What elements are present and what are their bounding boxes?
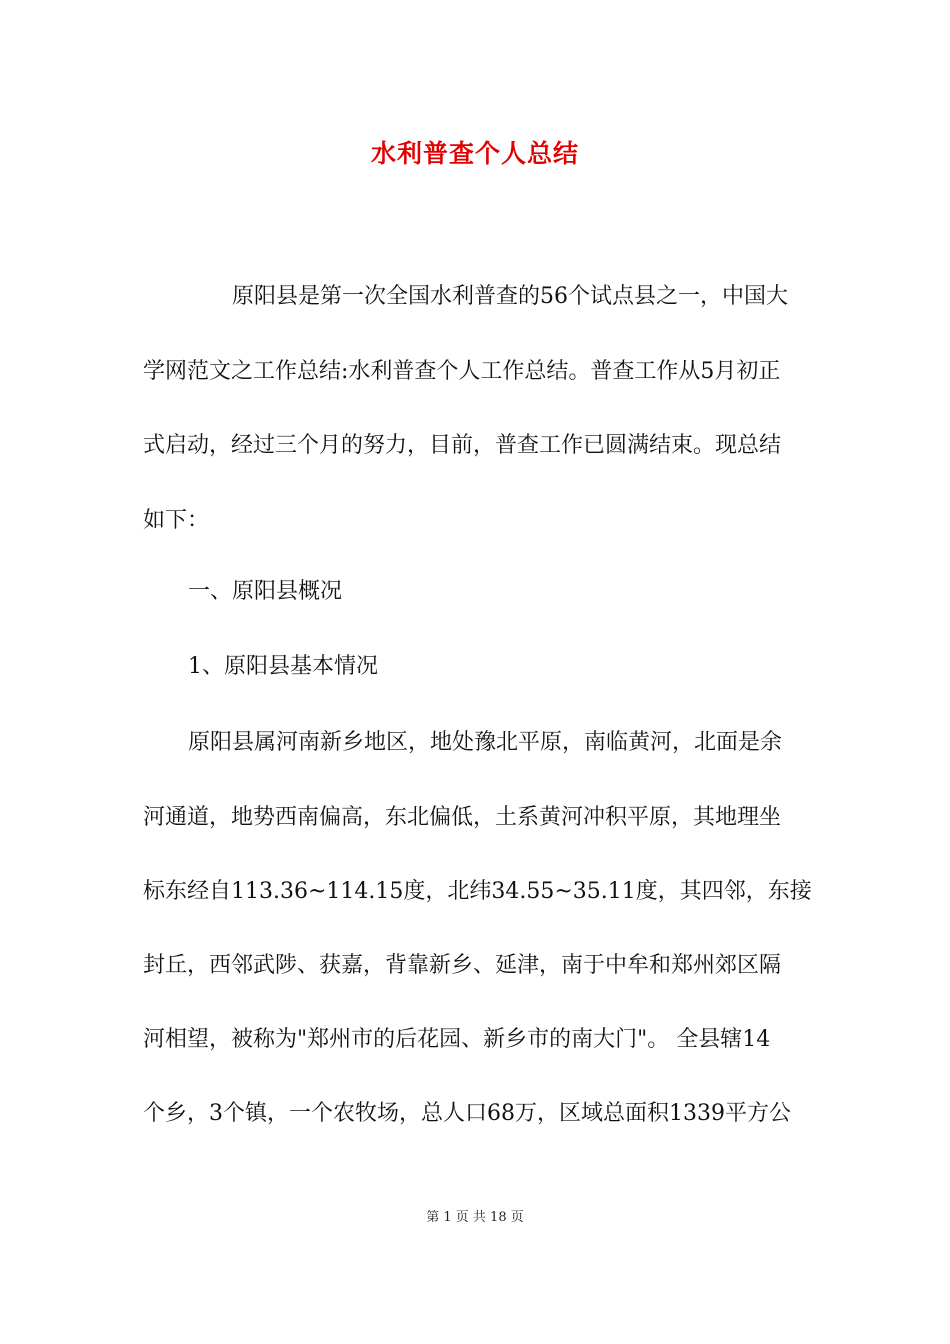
section-heading: 一、原阳县概况 bbox=[188, 579, 343, 604]
paragraph-line: 原阳县是第一次全国水利普查的56个试点县之一，中国大 bbox=[232, 284, 788, 309]
paragraph-line: 封丘，西邻武陟、获嘉，背靠新乡、延津，南于中牟和郑州郊区隔 bbox=[143, 953, 782, 978]
subsection-heading: 1、原阳县基本情况 bbox=[188, 654, 378, 679]
paragraph-line: 式启动，经过三个月的努力，目前，普查工作已圆满结束。现总结 bbox=[143, 433, 782, 458]
paragraph-line: 标东经自113.36~114.15度，北纬34.55~35.11度，其四邻，东接 bbox=[143, 879, 812, 904]
paragraph-line: 原阳县属河南新乡地区，地处豫北平原，南临黄河，北面是余 bbox=[188, 730, 783, 755]
document-title: 水利普查个人总结 bbox=[370, 139, 579, 168]
paragraph-line: 河相望，被称为"郑州市的后花园、新乡市的南大门"。 全县辖14 bbox=[143, 1027, 771, 1052]
paragraph-line: 学网范文之工作总结:水利普查个人工作总结。普查工作从5月初正 bbox=[143, 359, 781, 384]
paragraph-line: 个乡，3个镇，一个农牧场，总人口68万，区域总面积1339平方公 bbox=[143, 1101, 791, 1126]
paragraph-line: 如下： bbox=[143, 508, 210, 533]
paragraph-line: 河通道，地势西南偏高，东北偏低，土系黄河冲积平原，其地理坐 bbox=[143, 805, 782, 830]
page-number-footer: 第 1 页 共 18 页 bbox=[426, 1210, 524, 1225]
